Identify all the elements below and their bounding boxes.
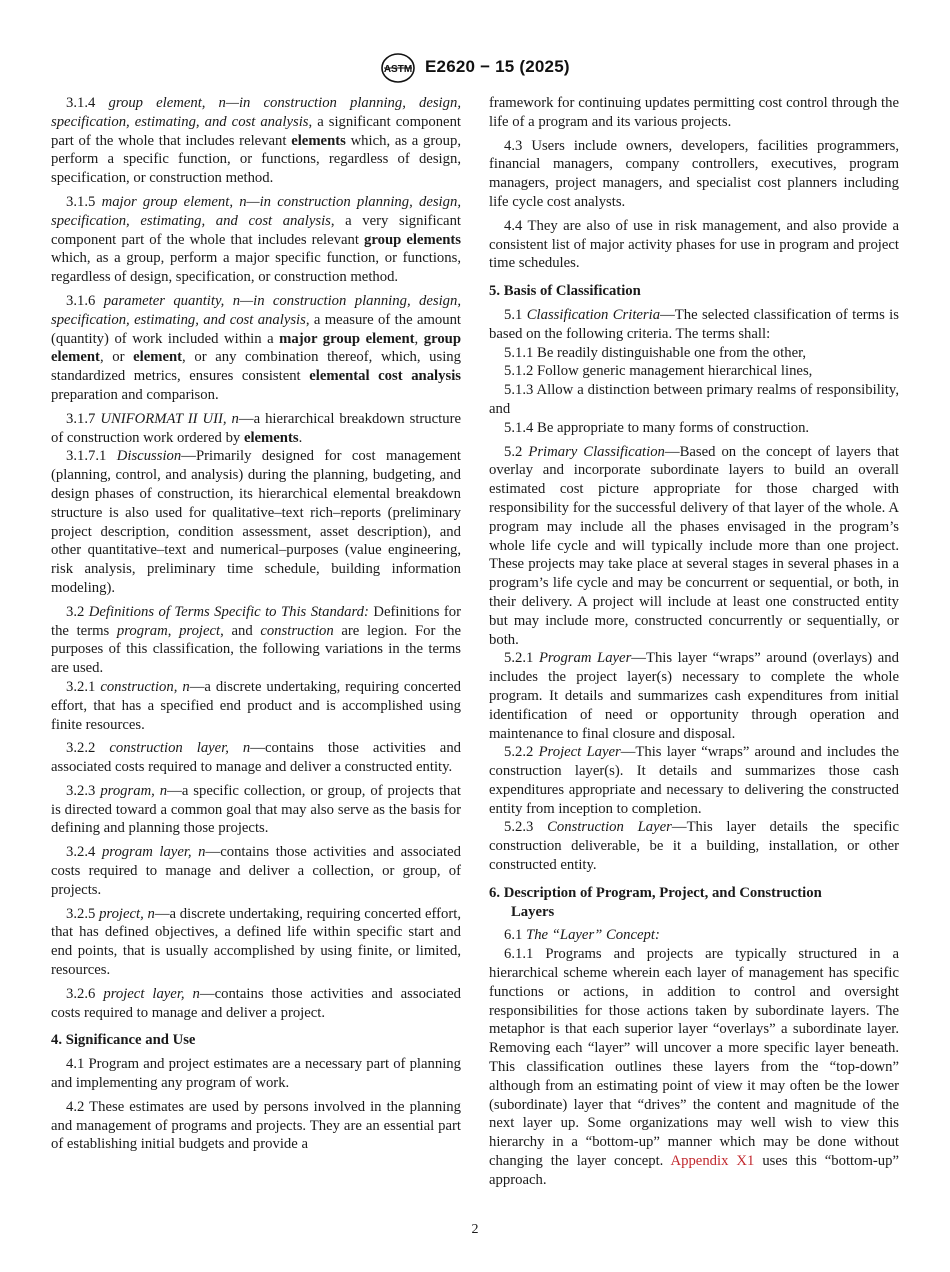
paragraph-3-1-4: 3.1.4 group element, n—in construction planning, design, specification, estimating, and cost analysis, a significant component part of the whole that includes relevant elements which, as a group, perform a specific function, or functions, regardless of design, specification, or construction method. <box>51 95 461 187</box>
paragraph-4-1: 4.1 Program and project estimates are a necessary part of planning and implementing any program of work. <box>51 1056 461 1092</box>
paragraph-5-2-1: 5.2.1 Program Layer—This layer “wraps” around (overlays) and includes the project layer(s) necessary to complete the whole program. It details and summarizes cash expenditures from initial identification of need or opportunity through operation and maintenance to final closure and disposal. <box>489 650 899 742</box>
paragraph-6-1-1: 6.1.1 Programs and projects are typically structured in a hierarchical scheme wherein each layer of management has specific functions or actions, in addition to control and oversight responsibilities for those actions taken by subordinate layers. The metaphor is that each superior layer “overlays” a subordinate layer. Removing each “layer” will uncover a more specific layer beneath. This classification outlines these layers from the “top-down” although from an estimating point of view it may often be the lower (subordinate) layer that “drives” the content and magnitude of the next layer up. Some organizations may well wish to view this hierarchy in a “bottom-up” manner which may be done without changing the layer concept. Appendix X1 uses this “bottom-up” approach. <box>489 946 899 1188</box>
paragraph-3-1-7: 3.1.7 UNIFORMAT II UII, n—a hierarchical breakdown structure of construction work ordered by elements. <box>51 410 461 446</box>
paragraph-3-1-6: 3.1.6 parameter quantity, n—in construction planning, design, specification, estimating, and cost analysis, a measure of the amount (quantity) of work included within a major group element, group element, or element, or any combination thereof, which, using standardized metrics, ensures consistent elemental cost analysis preparation and comparison. <box>51 292 462 403</box>
paragraph-4-2-continued: framework for continuing updates permitting cost control through the life of a program and its various projects. <box>489 95 899 130</box>
paragraph-5-2-3: 5.2.3 Construction Layer—This layer details the specific construction deliverable, be it a building, installation, or other constructed entity. <box>489 819 900 874</box>
paragraph-5-2: 5.2 Primary Classification—Based on the concept of layers that overlay and incorporate subordinate layers to build an overall estimated cost picture appropriate for those charged with responsibility for the successful delivery of that layer of the whole. A program may include all the phases envisaged in the program’s whole life cycle and will typically include more than one project. These projects may take place at several stages in several phases in a program’s life cycle and may be concurrent or sequential, or both, in their delivery. A project will include at least one constructed entity but may include more, constructed concurrently or sequentially, or both. <box>489 443 899 648</box>
standard-designation: E2620 − 15 (2025) <box>425 57 570 76</box>
paragraph-3-2-5: 3.2.5 project, n—a discrete undertaking, requiring concerted effort, that has defined objectives, a defined life within specific start and end points, that is usually accomplished by using finite, or limited, resources. <box>51 905 462 979</box>
page-header <box>0 52 950 84</box>
paragraph-3-2-1: 3.2.1 construction, n—a discrete undertaking, requiring concerted effort, that has a specified end product and is accomplished using finite resources. <box>51 678 462 733</box>
paragraph-3-2-6: 3.2.6 project layer, n—contains those activities and associated costs required to manage and deliver a project. <box>51 985 461 1021</box>
left-column <box>51 94 461 1154</box>
svg-text:ASTM: ASTM <box>383 64 413 75</box>
paragraph-3-1-5: 3.1.5 major group element, n—in construction planning, design, specification, estimating, and cost analysis, a very significant component part of the whole that includes relevant group elements which, as a group, perform a major specific function, or functions, regardless of design, specification, or construction method. <box>51 193 462 286</box>
paragraph-3-1-7-1: 3.1.7.1 Discussion—Primarily designed for cost management (planning, control, and analysis) during the planning, budgeting, and design phases of construction, its hierarchical elemental breakdown structure is also used for qualitative–text rich–reports (preliminary project description, condition assessment, asset description), and other quantitative–text and numerical–purposes (value engineering, risk analysis, preliminary time schedule, building information modeling). <box>51 448 461 596</box>
paragraph-3-2: 3.2 Definitions of Terms Specific to This Standard: Definitions for the terms program, project, and construction are legion. For the purposes of this classification, the following variations in the terms are used. <box>51 603 461 677</box>
section-6-heading: 6. Description of Program, Project, and Construction Layers <box>489 884 822 920</box>
paragraph-6-1: 6.1 The “Layer” Concept: <box>504 927 660 944</box>
appendix-x1-link[interactable]: Appendix X1 <box>670 1153 755 1170</box>
section-5-heading: 5. Basis of Classification <box>489 283 641 300</box>
right-column <box>489 94 899 1190</box>
paragraph-5-1-2: 5.1.2 Follow generic management hierarchical lines, <box>504 363 813 380</box>
paragraph-5-1-1: 5.1.1 Be readily distinguishable one from the other, <box>504 344 807 361</box>
paragraph-5-1: 5.1 Classification Criteria—The selected classification of terms is based on the following criteria. The terms shall: <box>489 306 899 342</box>
section-4-heading: 4. Significance and Use <box>51 1032 196 1049</box>
paragraph-5-1-4: 5.1.4 Be appropriate to many forms of construction. <box>504 419 810 436</box>
paragraph-5-1-3: 5.1.3 Allow a distinction between primary realms of responsibility, and <box>489 382 899 417</box>
paragraph-4-2: 4.2 These estimates are used by persons involved in the planning and management of programs and projects. They are an essential part of establishing initial budgets and provide a <box>51 1098 461 1153</box>
paragraph-4-4: 4.4 They are also of use in risk management, and also provide a consistent list of major activity phases for use in program and project time schedules. <box>489 217 899 272</box>
paragraph-5-2-2: 5.2.2 Project Layer—This layer “wraps” around and includes the construction layer(s). It details and summarizes those cash expenditures appropriate and necessary to delivering the constructed entity from inception to completion. <box>489 744 900 817</box>
paragraph-3-2-2: 3.2.2 construction layer, n—contains those activities and associated costs required to manage and deliver a constructed entity. <box>51 740 462 776</box>
astm-logo-icon <box>380 52 416 84</box>
paragraph-3-2-3: 3.2.3 program, n—a specific collection, or group, of projects that is directed toward a common goal that may also serve as the basis for defining and planning those projects. <box>51 782 461 837</box>
paragraph-4-3: 4.3 Users include owners, developers, facilities programmers, financial managers, company controllers, executives, program managers, project managers, and specialist cost planners including life cycle cost analysts. <box>489 137 899 210</box>
paragraph-3-2-4: 3.2.4 program layer, n—contains those activities and associated costs required to manage and deliver a collection, or group, of projects. <box>51 844 461 898</box>
page-number: 2 <box>471 1222 479 1237</box>
